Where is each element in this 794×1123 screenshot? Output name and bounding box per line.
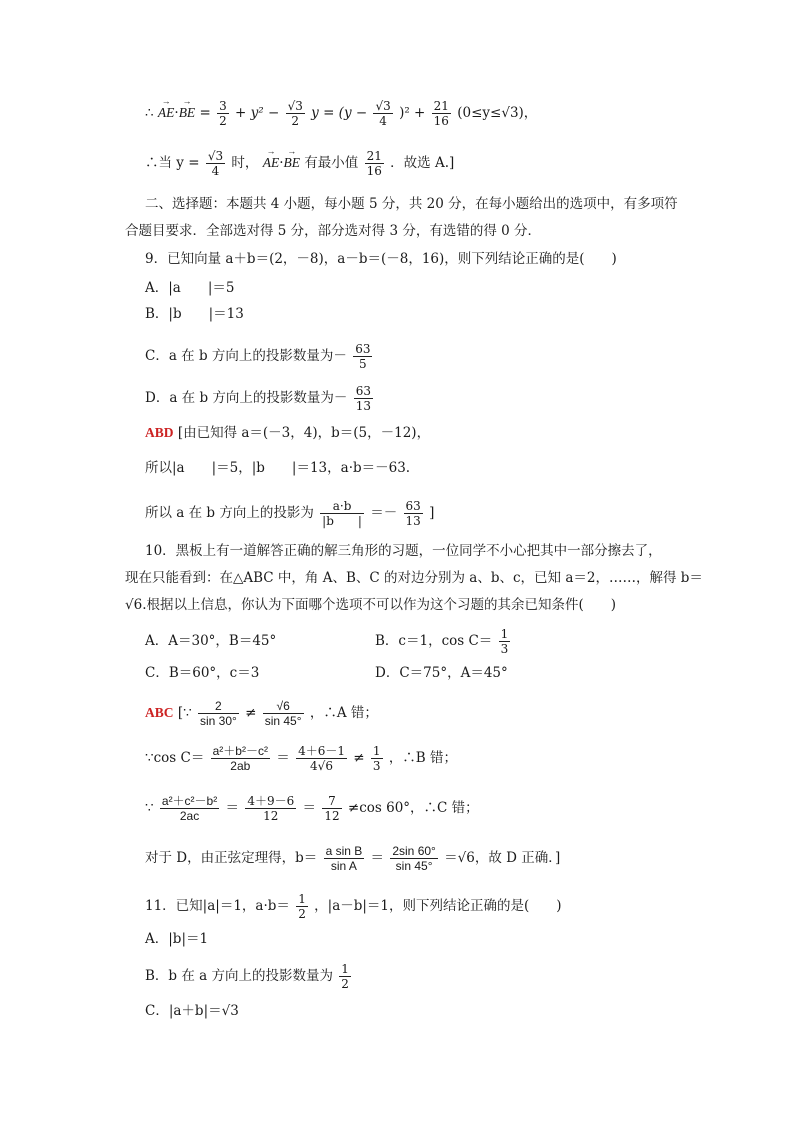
fraction: $\frac{63}{13}$: [405, 499, 421, 528]
q10-solution-line-1: ABC [∵ $\frac{2}{\sin 30^\circ}$ ≠ $\frac{√6}{\sin 45^\circ}$ ，∴A 错；: [145, 699, 378, 728]
fraction: $\frac{1}{3}$: [500, 627, 509, 656]
fraction: $\frac{21}{16}$: [433, 99, 449, 128]
q10-option-b: B．c＝1，cos C＝ $\frac{1}{3}$: [375, 627, 509, 656]
q10-option-d: D．C＝75°，A＝45°: [375, 665, 508, 681]
q8-work-line-2: ∴当 y = $\frac{√3}{4}$ 时， → AE·→ BE 有最小值 $\frac{21}{16}$ ．故选 A.]: [145, 150, 454, 177]
fraction: $\frac{21}{16}$: [366, 149, 382, 178]
fraction: $\frac{√3}{4}$: [375, 99, 391, 128]
fraction: $\frac{a\cdot b}{|b |}$: [322, 499, 362, 528]
q9-option-d: D．a 在 b 方向上的投影数量为－ $\frac{63}{13}$: [145, 384, 371, 413]
fraction: $\frac{4+9-6}{12}$: [247, 794, 295, 823]
fraction: $\frac{\text{a²＋c²－b²}}{2ac}$: [161, 794, 218, 823]
q10-stem-line-2: 现在只能看到：在△ABC 中，角 A、B、C 的对边分别为 a、b、c，已知 a＝2，……，解得 b＝: [125, 570, 703, 586]
q10-answer: ABC: [145, 705, 174, 720]
q10-solution-line-3: ∵ $\frac{\text{a²＋c²－b²}}{2ac}$ ＝ $\frac{4+9-6}{12}$ ＝ $\frac{7}{12}$ ≠cos 60°，∴C 错；: [145, 794, 479, 823]
fraction: $\frac{\text{a sin B}}{\text{sin A}}$: [325, 844, 363, 873]
fraction: $\frac{2}{\sin 30^\circ}$: [199, 699, 237, 728]
fraction: $\frac{63}{5}$: [355, 342, 371, 371]
q10-stem-line-1: 10．黑板上有一道解答正确的解三角形的习题，一位同学不小心把其中一部分擦去了，: [145, 543, 662, 559]
q11-option-c: C．|a＋b|＝√3: [145, 1003, 239, 1019]
q8-work-line-1: ∴ → AE·→ BE = $\frac{3}{2}$ + y² − $\frac{√3}{2}$ y = (y − $\frac{√3}{4}$ )² + $\frac{21}{16}$ (0≤y≤√3)，: [145, 100, 537, 127]
q10-option-a: A．A＝30°，B＝45°: [145, 633, 277, 649]
fraction: $\frac{√6}{\sin 45^\circ}$: [264, 699, 302, 728]
q9-solution-line-2: 所以|a |＝5，|b |＝13，a·b＝－63.: [145, 460, 411, 476]
fraction: $\frac{\text{a²＋b²－c²}}{2ab}$: [212, 744, 268, 773]
q10-solution-line-4: 对于 D，由正弦定理得，b＝ $\frac{\text{a sin B}}{\text{sin A}}$ ＝ $\frac{2\sin 60^\circ}{\sin 45^\circ}$ ＝√6，故 D 正确．]: [145, 844, 561, 873]
therefore-symbol: ∴: [145, 105, 154, 121]
fraction: $\frac{63}{13}$: [355, 384, 371, 413]
q11-option-b: B．b 在 a 方向上的投影数量为 $\frac{1}{2}$: [145, 962, 349, 991]
q9-solution-line-3: 所以 a 在 b 方向上的投影为 $\frac{a\cdot b}{|b |}$ ＝－ $\frac{63}{13}$ ]: [145, 499, 435, 528]
q9-answer: ABD: [145, 425, 174, 440]
fraction: $\frac{√3}{4}$: [207, 149, 224, 178]
q9-option-c: C．a 在 b 方向上的投影数量为－ $\frac{63}{5}$: [145, 342, 371, 371]
fraction: $\frac{1}{3}$: [372, 744, 381, 773]
fraction: $\frac{1}{2}$: [298, 892, 306, 921]
q9-option-a: A．|a |＝5: [145, 280, 235, 296]
q10-stem-line-3: √6.根据以上信息，你认为下面哪个选项不可以作为这个习题的其余已知条件( ): [125, 597, 617, 613]
fraction: $\frac{4+6-1}{4√6}$: [298, 744, 345, 773]
vector-ae: → AE: [158, 106, 175, 120]
fraction: $\frac{√3}{2}$: [287, 99, 303, 128]
section2-intro-line-1: 二、选择题：本题共 4 小题，每小题 5 分，共 20 分，在每小题给出的选项中，有多项符: [145, 196, 678, 212]
section2-intro-line-2: 合题目要求．全部选对得 5 分，部分选对得 3 分，有选错的得 0 分．: [125, 223, 542, 239]
vector-ae: → AE: [263, 156, 280, 170]
q9-stem: 9．已知向量 a＋b＝(2，－8)，a－b＝(－8，16)，则下列结论正确的是( ): [145, 251, 617, 267]
vector-be: → BE: [179, 106, 196, 120]
q10-solution-line-2: ∵cos C＝ $\frac{\text{a²＋b²－c²}}{2ab}$ ＝ $\frac{4+6-1}{4√6}$ ≠ $\frac{1}{3}$ ，∴B 错；: [145, 744, 458, 773]
fraction: $\frac{7}{12}$: [324, 794, 340, 823]
q10-option-c: C．B＝60°，c＝3: [145, 665, 260, 681]
q11-stem: 11．已知|a|＝1，a·b＝ $\frac{1}{2}$ ，|a－b|＝1，则下列结论正确的是( ): [145, 892, 562, 921]
q11-option-a: A．|b|＝1: [145, 931, 209, 947]
vector-be: → BE: [284, 156, 301, 170]
fraction: $\frac{2\sin 60^\circ}{\sin 45^\circ}$: [392, 844, 436, 873]
q9-solution-line-1: ABD [由已知得 a＝(－3，4)，b＝(5，－12)，: [145, 425, 431, 441]
fraction: $\frac{3}{2}$: [219, 99, 227, 128]
fraction: $\frac{1}{2}$: [341, 962, 349, 991]
q9-option-b: B．|b |＝13: [145, 306, 244, 322]
